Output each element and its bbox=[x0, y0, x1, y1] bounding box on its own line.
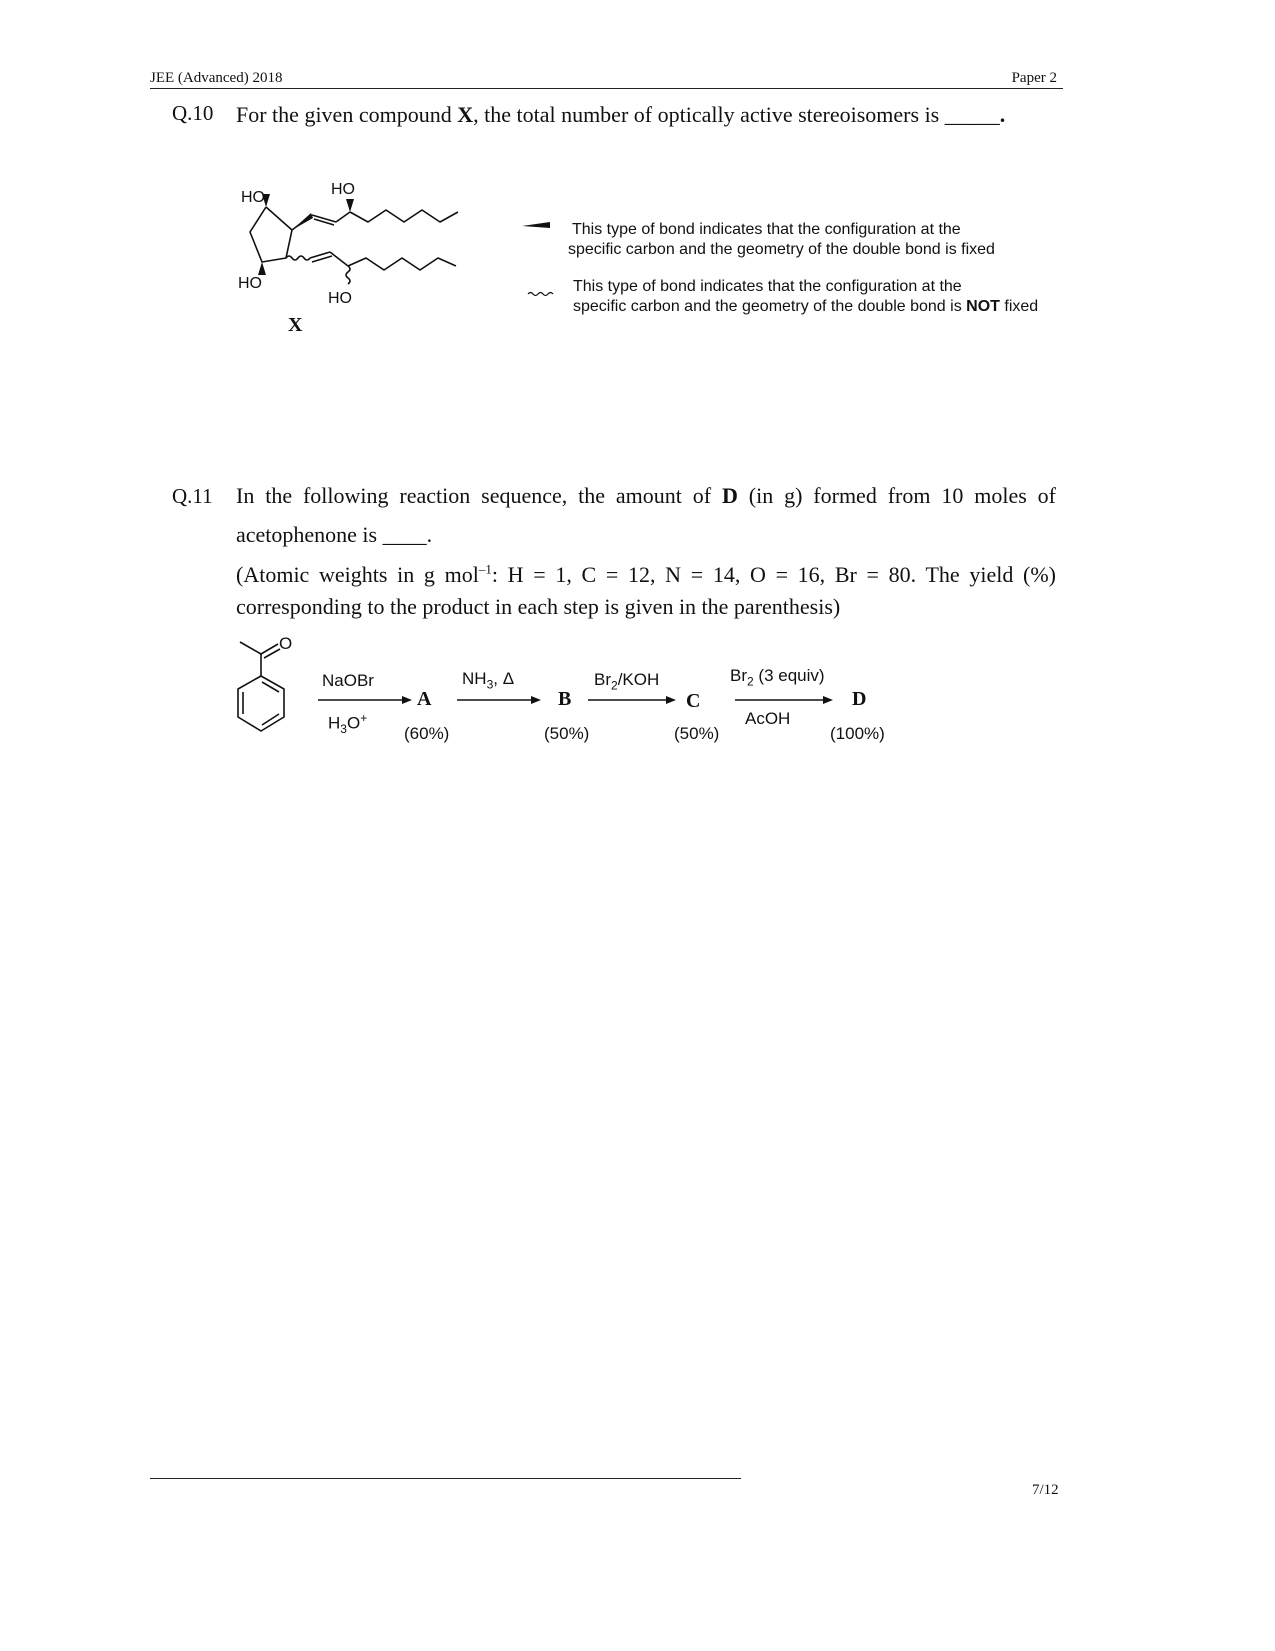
nh3-sub: 3 bbox=[486, 677, 494, 692]
h3o-sub: 3 bbox=[340, 722, 347, 737]
h3o-sup: + bbox=[360, 711, 368, 725]
product-d: D bbox=[852, 688, 867, 710]
carbonyl-bond-1 bbox=[261, 644, 278, 654]
legend-wavy-line1: This type of bond indicates that the configuration at the bbox=[573, 278, 962, 295]
benzene-double-2 bbox=[262, 714, 279, 725]
legend-wavy-line2-after: fixed bbox=[999, 298, 1039, 315]
q11-number: Q.11 bbox=[172, 484, 213, 508]
q10-text-before: For the given compound bbox=[236, 102, 458, 127]
product-b: B bbox=[558, 688, 572, 710]
q10-answer-blank: _____ bbox=[944, 102, 1000, 127]
yield-a: (60%) bbox=[404, 724, 450, 743]
label-ho-bottom: HO bbox=[328, 290, 352, 307]
legend-wavy-line2-before: specific carbon and the geometry of the double bond is bbox=[573, 298, 967, 315]
step4-reagent-bottom: AcOH bbox=[745, 709, 791, 728]
br2-br: Br bbox=[730, 666, 747, 685]
step2-reagent-top bbox=[462, 669, 514, 691]
br2-sub: 2 bbox=[747, 674, 754, 689]
step1-reagent-bottom bbox=[328, 711, 367, 736]
h3o-o: O bbox=[346, 713, 361, 733]
q11-line4: corresponding to the product in each step is given in the parenthesis) bbox=[236, 594, 841, 619]
yield-c: (50%) bbox=[674, 724, 720, 743]
carbonyl-o-label: O bbox=[279, 634, 293, 653]
q11-line1-a: In the following reaction sequence, the amount of bbox=[236, 483, 722, 508]
methyl-bond bbox=[240, 642, 261, 654]
product-a: A bbox=[417, 688, 432, 710]
q11-product-d-ref: D bbox=[721, 483, 738, 508]
product-c: C bbox=[686, 690, 701, 712]
q11-line3-sup: –1 bbox=[478, 561, 492, 577]
h3o-h: H bbox=[328, 713, 341, 733]
step1-reagent-top: NaOBr bbox=[322, 671, 374, 690]
q11-line2: acetophenone is ____. bbox=[236, 522, 433, 547]
q11-line3-a: (Atomic weights in g mol bbox=[236, 562, 479, 587]
footer-rule bbox=[150, 1478, 741, 1479]
yield-b: (50%) bbox=[544, 724, 590, 743]
q10-text-after: , the total number of optically active stereoisomers is bbox=[473, 102, 945, 127]
br2-rest: (3 equiv) bbox=[753, 666, 825, 685]
legend-wavy-not: NOT bbox=[966, 298, 1000, 315]
q11-line1-c: (in g) formed from 10 moles of bbox=[737, 483, 1056, 508]
step3-reagent-top bbox=[594, 670, 659, 692]
br2koh-rest: /KOH bbox=[617, 670, 660, 689]
nh3-rest: , Δ bbox=[493, 669, 515, 688]
br2koh-sub: 2 bbox=[611, 678, 618, 693]
arrow-2-head bbox=[531, 696, 541, 704]
header-paper-label: Paper 2 bbox=[1011, 70, 1057, 86]
label-ho-top: HO bbox=[331, 181, 355, 198]
q10-end: . bbox=[999, 102, 1006, 127]
nh3-n: NH bbox=[462, 669, 487, 688]
label-compound-x: X bbox=[288, 314, 303, 336]
step4-reagent-top bbox=[730, 666, 825, 688]
br2koh-br: Br bbox=[594, 670, 611, 689]
q10-compound-label: X bbox=[457, 102, 474, 127]
arrow-3-head bbox=[666, 696, 676, 704]
q11-line3-b: : H = 1, C = 12, N = 14, O = 16, Br = 80. The yield (%) bbox=[491, 562, 1056, 587]
benzene-ring bbox=[238, 676, 284, 731]
benzene-double-1 bbox=[262, 682, 279, 692]
arrow-4-head bbox=[823, 696, 833, 704]
label-ho-bottom-left: HO bbox=[238, 275, 262, 292]
arrow-1-head bbox=[402, 696, 412, 704]
legend-wedge-line1: This type of bond indicates that the configuration at the bbox=[572, 221, 961, 238]
label-ho-top-left: HO bbox=[241, 189, 265, 206]
header-exam-title: JEE (Advanced) 2018 bbox=[150, 70, 283, 86]
page-number: 7/12 bbox=[1032, 1482, 1059, 1498]
q10-number: Q.10 bbox=[172, 101, 214, 125]
legend-wedge-line2: specific carbon and the geometry of the double bond is fixed bbox=[568, 241, 995, 258]
yield-d: (100%) bbox=[830, 724, 885, 743]
